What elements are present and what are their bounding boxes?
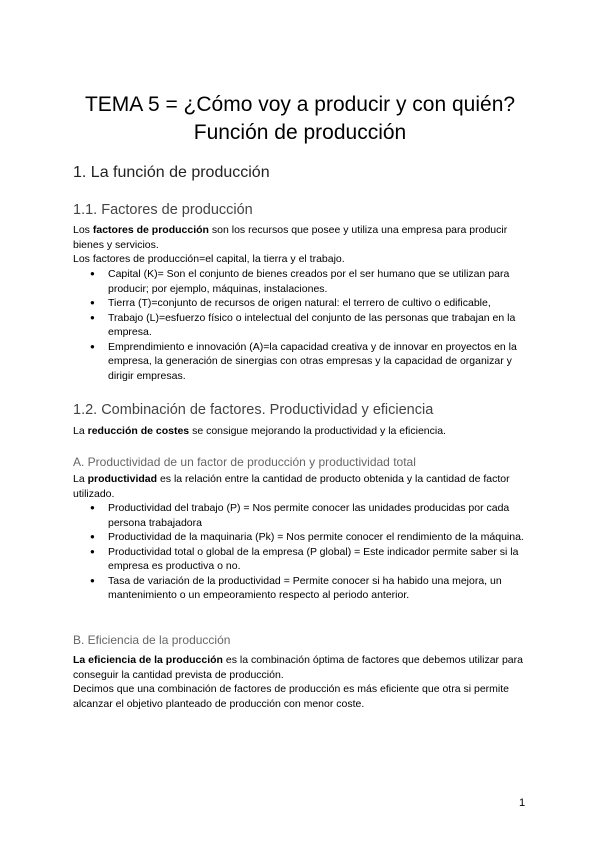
list-item: ● Trabajo (L)=esfuerzo físico o intelectual del conjunto de las personas que trabajan en la empresa. (73, 311, 531, 340)
intro-text: La (73, 473, 88, 485)
intro-bold: factores de producción (92, 224, 209, 236)
intro-bold: La eficiencia de la producción (73, 654, 223, 666)
list-item: ● Tasa de variación de la productividad = Permite conocer si ha habido una mejora, un mantenimiento o un empeoramiento respecto al periodo anterior. (73, 574, 533, 603)
section-b-heading: B. Eficiencia de la producción (73, 633, 231, 647)
section-b-body (73, 653, 533, 711)
document-title-line-1: TEMA 5 = ¿Cómo voy a producir y con quién? (84, 93, 516, 116)
list-item: ● Emprendimiento e innovación (A)=la capacidad creativa y de innovar en proyectos en la empresa, la generación de sinergias con otras empresas y la capacidad de organizar y dirigir empresas. (73, 340, 531, 384)
section-a-heading: A. Productividad de un factor de producción y productividad total (73, 455, 416, 469)
intro-bold: productividad (87, 473, 158, 485)
factors-line: Los factores de producción=el capital, la tierra y el trabajo. (73, 253, 345, 265)
intro-text: es la relación entre la cantidad de producto obtenida y la cantidad de factor utilizado. (73, 473, 510, 500)
intro-text: es la combinación óptima de factores que debemos utilizar para conseguir la cantidad prevista de producción. (73, 654, 523, 681)
section-a-intro (73, 472, 533, 501)
section-1-2-intro (73, 424, 533, 439)
intro-text: La (73, 425, 88, 437)
document-title-line-2: Función de producción (193, 121, 407, 144)
section-1-heading: 1. La función de producción (73, 164, 270, 181)
page-number: 1 (519, 797, 526, 809)
intro-bold: reducción de costes (87, 425, 190, 437)
list-item: ● Productividad del trabajo (P) = Nos permite conocer las unidades producidas por cada persona trabajadora (73, 501, 533, 530)
section-1-2-heading: 1.2. Combinación de factores. Productividad y eficiencia (73, 402, 434, 418)
efficiency-line: Decimos que una combinación de factores de producción es más eficiente que otra si permite alcanzar el objetivo planteado de producción con menor coste. (73, 683, 509, 710)
factors-list (73, 267, 531, 383)
intro-text: se consigue mejorando la productividad y la eficiencia. (189, 425, 446, 437)
list-item: ● Productividad total o global de la empresa (P global) = Este indicador permite saber si la empresa es productiva o no. (73, 545, 533, 574)
productivity-list (73, 501, 533, 603)
section-1-1-heading: 1.1. Factores de producción (73, 202, 253, 218)
list-item: ● Tierra (T)=conjunto de recursos de origen natural: el terrero de cultivo o edificable, (73, 296, 531, 311)
section-1-1-intro (73, 223, 533, 267)
intro-text: Los (73, 224, 93, 236)
list-item: ● Capital (K)= Son el conjunto de bienes creados por el ser humano que se utilizan para producir; por ejemplo, máquinas, instalaciones. (73, 267, 531, 296)
intro-text: son los recursos que posee y utiliza una empresa para producir bienes y servicios. (73, 224, 508, 251)
list-item: ● Productividad de la maquinaria (Pk) = Nos permite conocer el rendimiento de la máquina. (73, 530, 533, 545)
